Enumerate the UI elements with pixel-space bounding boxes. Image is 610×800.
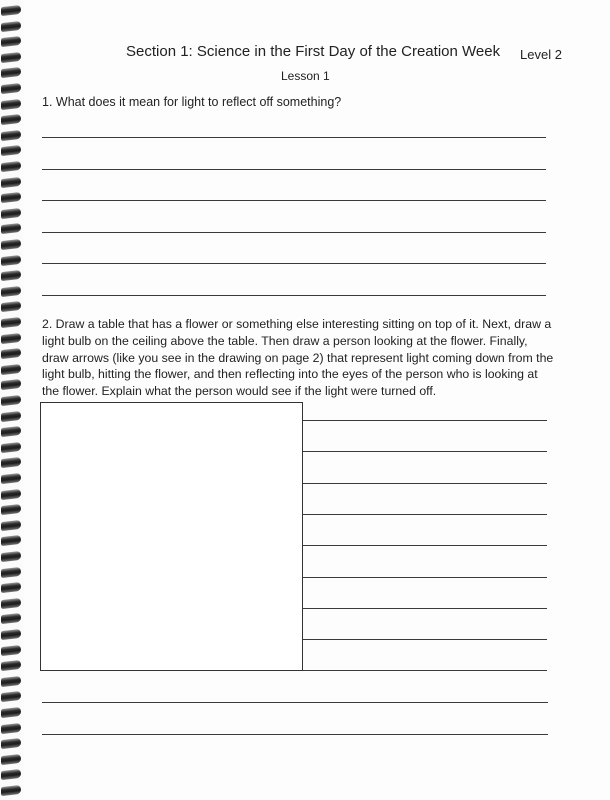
section-title: Section 1: Science in the First Day of the Creation Week xyxy=(126,43,501,60)
answer-line[interactable] xyxy=(42,169,546,170)
spiral-coil xyxy=(1,52,21,63)
spiral-coil xyxy=(1,286,21,297)
spiral-coil xyxy=(1,535,21,546)
spiral-coil xyxy=(1,613,21,624)
spiral-coil xyxy=(1,67,21,78)
spiral-coil xyxy=(1,5,21,16)
spiral-binding xyxy=(0,0,24,800)
spiral-coil xyxy=(1,364,21,375)
spiral-coil xyxy=(1,426,21,437)
spiral-coil xyxy=(1,333,21,344)
spiral-coil xyxy=(1,660,21,671)
spiral-coil xyxy=(1,707,21,718)
spiral-coil xyxy=(1,255,21,266)
level-label: Level 2 xyxy=(520,47,562,62)
spiral-coil xyxy=(1,21,21,32)
answer-line[interactable] xyxy=(303,483,547,484)
answer-line[interactable] xyxy=(42,295,546,296)
spiral-coil xyxy=(1,785,21,796)
spiral-coil xyxy=(1,520,21,531)
spiral-coil xyxy=(1,769,21,780)
spiral-coil xyxy=(1,301,21,312)
spiral-coil xyxy=(1,379,21,390)
spiral-coil xyxy=(1,114,21,125)
spiral-coil xyxy=(1,629,21,640)
answer-line[interactable] xyxy=(42,200,546,201)
spiral-coil xyxy=(1,208,21,219)
spiral-coil xyxy=(1,598,21,609)
spiral-coil xyxy=(1,395,21,406)
spiral-coil xyxy=(1,582,21,593)
answer-line[interactable] xyxy=(42,137,546,138)
drawing-box[interactable] xyxy=(40,402,303,671)
answer-line[interactable] xyxy=(303,451,547,452)
spiral-coil xyxy=(1,145,21,156)
spiral-coil xyxy=(1,161,21,172)
answer-line[interactable] xyxy=(303,670,547,671)
spiral-coil xyxy=(1,551,21,562)
answer-line[interactable] xyxy=(42,263,546,264)
spiral-coil xyxy=(1,223,21,234)
answer-line[interactable] xyxy=(303,639,547,640)
spiral-coil xyxy=(1,738,21,749)
spiral-coil xyxy=(1,270,21,281)
spiral-coil xyxy=(1,177,21,188)
answer-line[interactable] xyxy=(303,420,547,421)
spiral-coil xyxy=(1,567,21,578)
spiral-coil xyxy=(1,676,21,687)
spiral-coil xyxy=(1,83,21,94)
spiral-coil xyxy=(1,348,21,359)
spiral-coil xyxy=(1,473,21,484)
spiral-coil xyxy=(1,645,21,656)
spiral-coil xyxy=(1,411,21,422)
spiral-coil xyxy=(1,192,21,203)
worksheet-page xyxy=(24,0,610,800)
spiral-coil xyxy=(1,239,21,250)
spiral-coil xyxy=(1,36,21,47)
question-1: 1. What does it mean for light to reflect off something? xyxy=(42,95,342,109)
answer-line[interactable] xyxy=(303,608,547,609)
answer-line[interactable] xyxy=(303,545,547,546)
spiral-coil xyxy=(1,130,21,141)
answer-line[interactable] xyxy=(42,232,546,233)
answer-line[interactable] xyxy=(303,514,547,515)
spiral-coil xyxy=(1,457,21,468)
spiral-coil xyxy=(1,691,21,702)
spiral-coil xyxy=(1,754,21,765)
spiral-coil xyxy=(1,442,21,453)
spiral-coil xyxy=(1,723,21,734)
question-2: 2. Draw a table that has a flower or something else interesting sitting on top of it. Next, draw a light bulb on the ceiling above the table. Then draw a person looking at the flower. Finally, draw arrows (like you see in the drawing on page 2) that represent light coming down from the light bulb, hitting the flower, and then reflecting into the eyes of the person who is looking at the flower. Explain what the person would see if the light were turned off. xyxy=(42,317,554,399)
lesson-label: Lesson 1 xyxy=(281,69,330,83)
spiral-coil xyxy=(1,99,21,110)
spiral-coil xyxy=(1,504,21,515)
spiral-coil xyxy=(1,489,21,500)
answer-line[interactable] xyxy=(42,702,548,703)
spiral-coil xyxy=(1,317,21,328)
answer-line[interactable] xyxy=(42,734,548,735)
answer-line[interactable] xyxy=(303,577,547,578)
